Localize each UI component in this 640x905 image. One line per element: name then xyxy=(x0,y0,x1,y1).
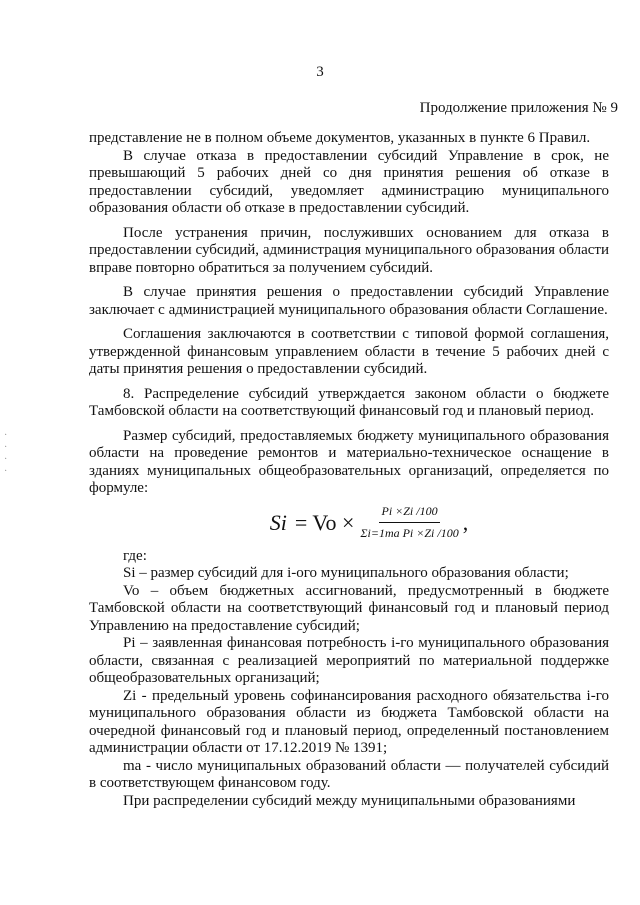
where-label: где: xyxy=(123,547,147,564)
subsidy-formula xyxy=(270,503,468,542)
formula-trail: , xyxy=(462,509,469,535)
paragraph-7: Размер субсидий, предоставляемых бюджету муниципального образования области на проведение ремонтов и материально-техническое оснащение в зданиях муниципальных общеобразовательных организаций, определяется по формуле: xyxy=(89,427,609,496)
definition-si: Si – размер субсидий для i-ого муниципального образования области; xyxy=(123,565,569,581)
paragraph-5: Соглашения заключаются в соответствии с типовой формой соглашения, утвержденной финансовым управлением области в течение 5 рабочих дней с даты принятия решения о предоставлении субсидий. xyxy=(89,326,609,377)
margin-dots: · · · · xyxy=(4,430,8,477)
formula-denominator: Σi=1ma Pi ×Zi /100 xyxy=(360,525,459,540)
formula-block xyxy=(89,498,609,548)
definition-pi: Pi – заявленная финансовая потребность i-го муниципального образования области, связанная с реализацией мероприятий по материальной поддержке общеобразовательных организаций; xyxy=(89,635,609,686)
formula-lhs: Si xyxy=(269,509,287,535)
paragraph-2: В случае отказа в предоставлении субсидий Управление в срок, не превышающий 5 рабочих дней со дня принятия решения об отказе в предоставлении субсидий, уведомляет администрацию муниципального образования области об отказе в предоставлении субсидий. xyxy=(89,147,609,216)
page-number: 3 xyxy=(316,64,324,80)
paragraph-6: 8. Распределение субсидий утверждается законом области о бюджете Тамбовской области на соответствующий финансовый год и плановый период. xyxy=(89,385,609,419)
formula-eq: = Vo × xyxy=(294,509,355,535)
paragraph-final: При распределении субсидий между муниципальными образованиями xyxy=(123,792,576,809)
formula-fraction xyxy=(360,503,458,542)
definition-vo: Vo – объем бюджетных ассигнований, предусмотренный в бюджете Тамбовской области на соответствующий финансовый год и плановый период Управлению на предоставление субсидий; xyxy=(89,582,609,634)
paragraph-4: В случае принятия решения о предоставлении субсидий Управление заключает с администрацией муниципального образования области Соглашение. xyxy=(89,284,609,318)
formula-numerator: Pi ×Zi /100 xyxy=(379,503,439,523)
document-body xyxy=(89,130,609,810)
appendix-note: Продолжение приложения № 9 xyxy=(419,100,618,116)
paragraph-3: После устранения причин, послуживших основанием для отказа в предоставлении субсидий, администрация муниципального образования области вправе повторно обратиться за получением субсидий. xyxy=(89,224,609,276)
definition-ma: ma - число муниципальных образований области — получателей субсидий в соответствующем финансовом году. xyxy=(89,757,609,791)
paragraph-1: представление не в полном объеме документов, указанных в пункте 6 Правил. xyxy=(89,130,591,146)
definition-zi: Zi - предельный уровень софинансирования расходного обязательства i-го муниципального образования области из бюджета Тамбовской области на очередной финансовый год и плановый период, определенный постановлением администрации области от 17.12.2019 № 1391; xyxy=(89,687,609,756)
